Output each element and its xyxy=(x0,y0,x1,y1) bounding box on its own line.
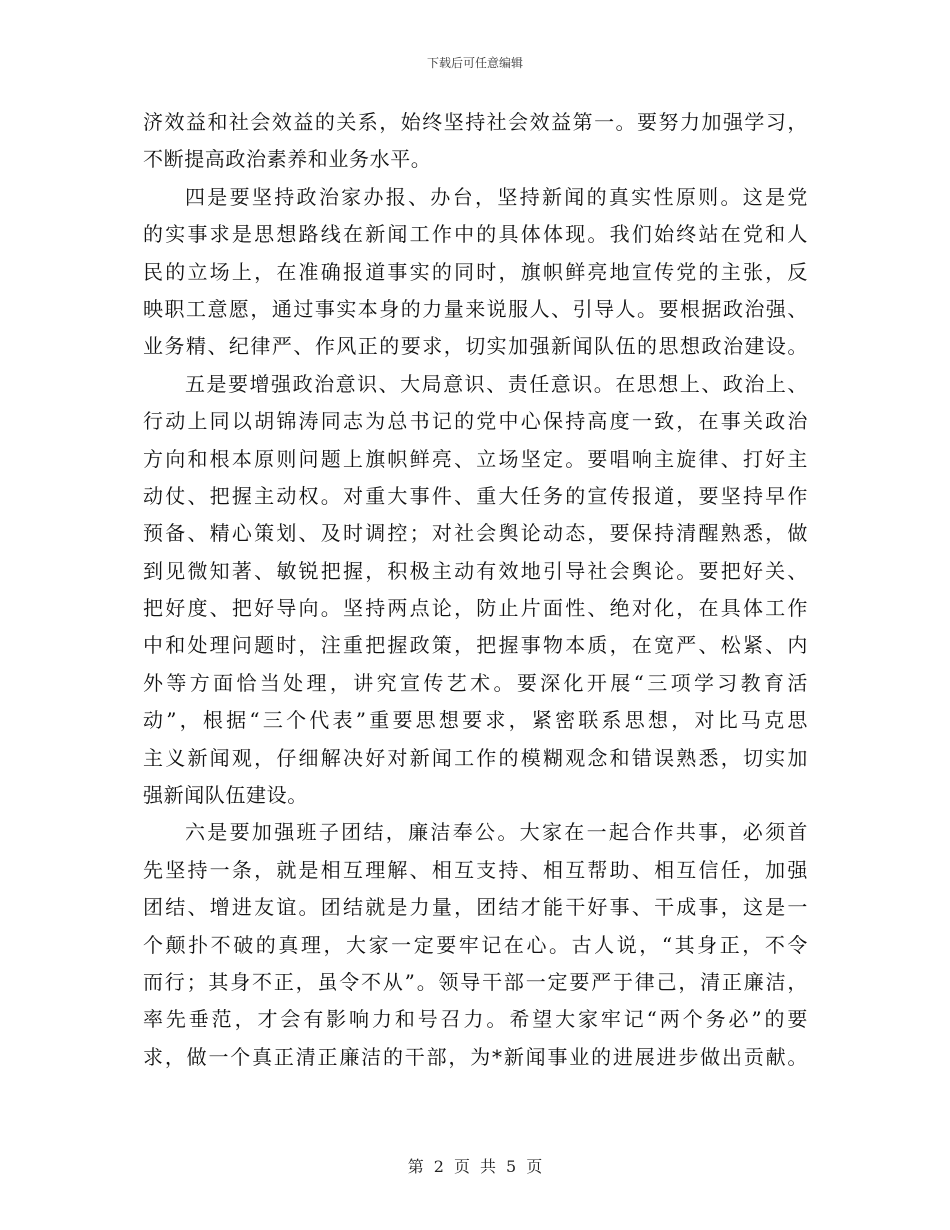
body-line: 不断提高政治素养和业务水平。 xyxy=(143,147,432,172)
page-header-note: 下载后可任意编辑 xyxy=(426,56,523,70)
body-line: 动仗、把握主动权。对重大事件、重大任务的宣传报道，要坚持早作 xyxy=(143,483,808,508)
body-line: 预备、精心策划、及时调控；对社会舆论动态，要保持清醒熟悉，做 xyxy=(143,521,808,546)
body-line: 外等方面恰当处理，讲究宣传艺术。要深化开展“三项学习教育活 xyxy=(143,670,808,695)
body-line: 主义新闻观，仔细解决好对新闻工作的模糊观念和错误熟悉，切实加 xyxy=(143,745,808,770)
body-line: 动”，根据“三个代表”重要思想要求，紧密联系思想，对比马克思 xyxy=(143,708,808,733)
total-page-count: 5 xyxy=(506,1157,517,1176)
body-line: 率先垂范，才会有影响力和号召力。希望大家牢记“两个务必”的要 xyxy=(143,1007,808,1032)
page-prefix: 第 xyxy=(407,1157,424,1176)
body-line: 团结、增进友谊。团结就是力量，团结才能干好事、干成事，这是一 xyxy=(143,895,808,920)
body-line: 中和处理问题时，注重把握政策，把握事物本质，在宽严、松紧、内 xyxy=(143,633,808,658)
paragraph-start-line: 四是要坚持政治家办报、办台，坚持新闻的真实性原则。这是党 xyxy=(185,184,808,209)
body-line: 到见微知著、敏锐把握，积极主动有效地引导社会舆论。要把好关、 xyxy=(143,558,808,583)
body-line: 民的立场上，在准确报道事实的同时，旗帜鲜亮地宣传党的主张，反 xyxy=(143,259,808,284)
paragraph-start-line: 六是要加强班子团结，廉洁奉公。大家在一起合作共事，必须首 xyxy=(185,820,808,845)
body-line: 求，做一个真正清正廉洁的干部，为*新闻事业的进展进步做出贡献。 xyxy=(143,1044,808,1069)
body-line: 的实事求是思想路线在新闻工作中的具体体现。我们始终站在党和人 xyxy=(143,222,808,247)
page-word: 页 xyxy=(453,1157,470,1176)
total-prefix: 共 xyxy=(480,1157,497,1176)
body-line: 先坚持一条，就是相互理解、相互支持、相互帮助、相互信任，加强 xyxy=(143,857,808,882)
paragraph-start-line: 五是要增强政治意识、大局意识、责任意识。在思想上、政治上、 xyxy=(185,371,808,396)
body-line: 方向和根本原则问题上旗帜鲜亮、立场坚定。要唱响主旋律、打好主 xyxy=(143,446,808,471)
body-line: 业务精、纪律严、作风正的要求，切实加强新闻队伍的思想政治建设。 xyxy=(143,334,808,359)
body-line: 个颠扑不破的真理，大家一定要牢记在心。古人说，“其身正，不令 xyxy=(143,932,808,957)
body-line: 而行；其身不正，虽令不从”。领导干部一定要严于律己，清正廉洁， xyxy=(143,969,808,994)
body-line: 济效益和社会效益的关系，始终坚持社会效益第一。要努力加强学习， xyxy=(143,110,808,134)
body-line: 行动上同以胡锦涛同志为总书记的党中心保持高度一致，在事关政治 xyxy=(143,409,808,434)
body-line: 映职工意愿，通过事实本身的力量来说服人、引导人。要根据政治强、 xyxy=(143,296,808,321)
document-body xyxy=(143,104,808,1076)
page-number-footer xyxy=(0,1154,950,1177)
body-line: 把好度、把好导向。坚持两点论，防止片面性、绝对化，在具体工作 xyxy=(143,596,808,621)
total-suffix: 页 xyxy=(526,1157,543,1176)
current-page-number: 2 xyxy=(433,1157,444,1176)
body-line: 强新闻队伍建设。 xyxy=(143,783,308,808)
